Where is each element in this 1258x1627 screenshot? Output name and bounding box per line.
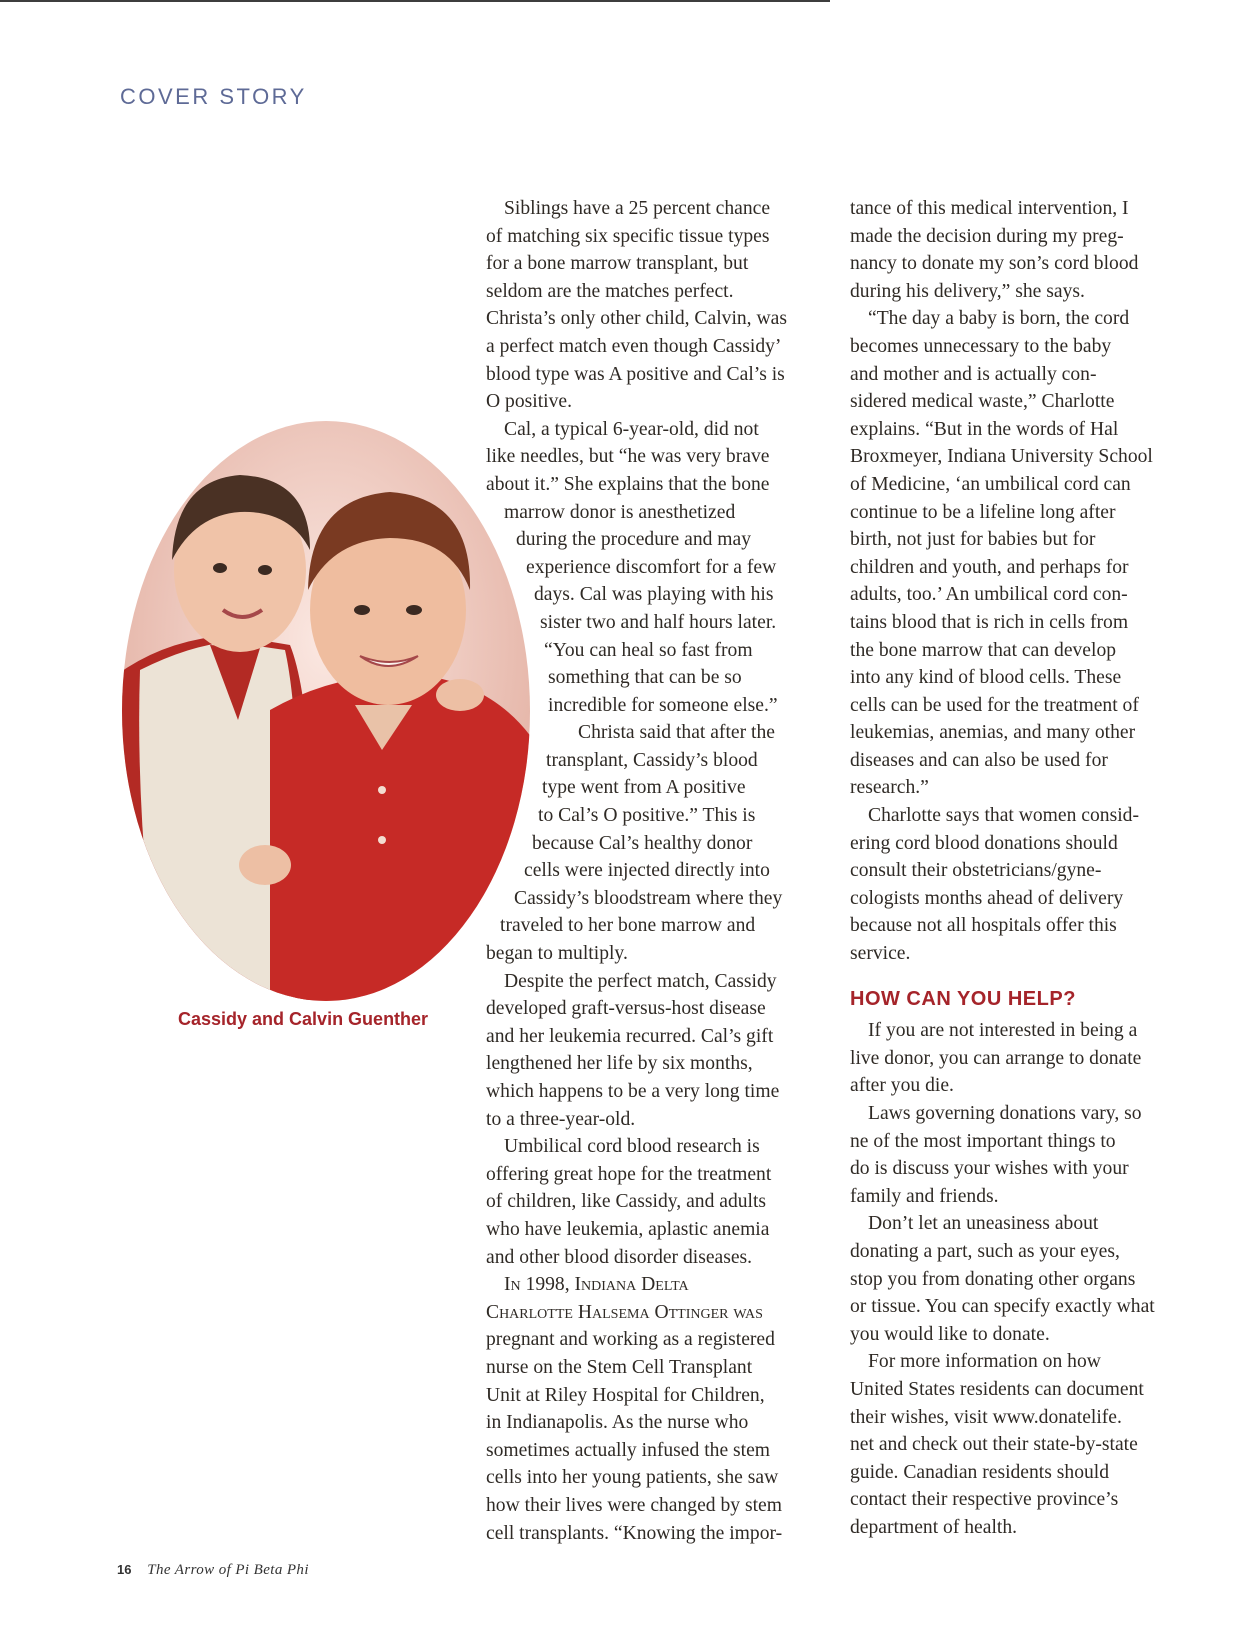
text-line: or tissue. You can specify exactly what <box>850 1296 1155 1318</box>
text-line: cologists months ahead of delivery <box>850 887 1124 909</box>
text-line: incredible for someone else.” <box>548 694 778 716</box>
text-line: donating a part, such as your eyes, <box>850 1240 1120 1262</box>
text-line: contact their respective province’s <box>850 1489 1119 1511</box>
text-line: becomes unnecessary to the baby <box>850 335 1112 357</box>
text-line: type went from A positive <box>542 777 746 799</box>
text-line: live donor, you can arrange to donate <box>850 1047 1142 1069</box>
text-line: traveled to her bone marrow and <box>500 915 756 937</box>
text-line: of matching six specific tissue types <box>486 225 770 247</box>
text-line: If you are not interested in being a <box>868 1020 1138 1042</box>
text-line: Broxmeyer, Indiana University School <box>850 446 1153 468</box>
text-line: during his delivery,” she says. <box>850 280 1085 302</box>
text-line: Umbilical cord blood research is <box>504 1136 760 1158</box>
text-line: research.” <box>850 777 929 799</box>
text-line: how their lives were changed by stem <box>486 1494 782 1516</box>
page-footer <box>117 1562 309 1579</box>
text-line: ering cord blood donations should <box>850 832 1118 854</box>
text-line: Charlotte says that women consid- <box>868 805 1139 827</box>
text-line: service. <box>850 943 911 965</box>
text-line: Siblings have a 25 percent chance <box>504 198 771 219</box>
text-line: like needles, but “he was very brave <box>486 446 770 468</box>
text-line: after you die. <box>850 1075 954 1097</box>
text-line: to Cal’s O positive.” This is <box>538 805 756 827</box>
page-number: 16 <box>117 1562 132 1577</box>
text-line: cell transplants. “Knowing the impor- <box>486 1522 783 1544</box>
text-line: stop you from donating other organs <box>850 1268 1136 1290</box>
text-line: transplant, Cassidy’s blood <box>546 749 758 771</box>
text-line: offering great hope for the treatment <box>486 1163 772 1185</box>
text-line: O positive. <box>486 391 572 413</box>
text-line: seldom are the matches perfect. <box>486 280 734 302</box>
text-line: into any kind of blood cells. These <box>850 667 1122 689</box>
text-line: the bone marrow that can develop <box>850 639 1117 661</box>
children-photo <box>120 420 532 1002</box>
text-line: during the procedure and may <box>516 529 752 551</box>
text-line: you would like to donate. <box>850 1323 1050 1345</box>
text-line: in Indianapolis. As the nurse who <box>486 1412 749 1434</box>
text-line: of children, like Cassidy, and adults <box>486 1191 767 1213</box>
text-line: marrow donor is anesthetized <box>504 501 736 523</box>
text-line: adults, too.’ An umbilical cord con- <box>850 584 1128 606</box>
text-line: about it.” She explains that the bone <box>486 473 770 495</box>
section-label: COVER STORY <box>120 84 307 109</box>
text-line: cells into her young patients, she saw <box>486 1467 779 1489</box>
text-line: explains. “But in the words of Hal <box>850 418 1119 440</box>
text-line: made the decision during my preg- <box>850 225 1124 247</box>
photo-caption: Cassidy and Calvin Guenther <box>178 1009 429 1029</box>
text-line: cells were injected directly into <box>524 860 770 882</box>
text-line: tance of this medical intervention, I <box>850 198 1129 219</box>
text-line: because Cal’s healthy donor <box>532 832 753 854</box>
text-line: ne of the most important things to <box>850 1130 1116 1152</box>
text-line: of Medicine, ‘an umbilical cord can <box>850 473 1131 495</box>
article-column-1 <box>486 195 838 1547</box>
text-line: tains blood that is rich in cells from <box>850 611 1129 633</box>
text-line: For more information on how <box>868 1351 1101 1373</box>
text-line: sister two and half hours later. <box>540 611 777 633</box>
text-line: “You can heal so fast from <box>544 639 753 661</box>
text-line: sidered medical waste,” Charlotte <box>850 391 1115 413</box>
text-line: diseases and can also be used for <box>850 749 1108 771</box>
text-line: developed graft-versus-host disease <box>486 998 766 1020</box>
text-line: and mother and is actually con- <box>850 363 1097 385</box>
text-line: In 1998, Indiana Delta <box>504 1274 689 1296</box>
text-line: and her leukemia recurred. Cal’s gift <box>486 1025 774 1047</box>
text-line: Unit at Riley Hospital for Children, <box>486 1384 765 1406</box>
text-line: Christa said that after the <box>578 722 775 744</box>
text-line: children and youth, and perhaps for <box>850 556 1129 578</box>
text-line: continue to be a lifeline long after <box>850 501 1116 523</box>
text-line: which happens to be a very long time <box>486 1081 780 1102</box>
text-line: blood type was A positive and Cal’s is <box>486 363 785 385</box>
text-line: for a bone marrow transplant, but <box>486 253 749 275</box>
text-line: began to multiply. <box>486 943 628 965</box>
text-line: days. Cal was playing with his <box>534 584 774 606</box>
text-line: United States residents can document <box>850 1378 1144 1400</box>
text-line: “The day a baby is born, the cord <box>868 308 1130 330</box>
text-line: Cassidy’s bloodstream where they <box>514 887 783 909</box>
text-line: Cal, a typical 6-year-old, did not <box>504 418 759 440</box>
text-line: department of health. <box>850 1516 1018 1538</box>
text-line: pregnant and working as a registered <box>486 1329 775 1351</box>
text-line: family and friends. <box>850 1185 999 1207</box>
text-line: Christa’s only other child, Calvin, was <box>486 308 787 330</box>
text-line: sometimes actually infused the stem <box>486 1439 771 1461</box>
text-line: Laws governing donations vary, so <box>868 1103 1142 1124</box>
text-line: because not all hospitals offer this <box>850 915 1117 937</box>
text-line: who have leukemia, aplastic anemia <box>486 1218 770 1240</box>
text-line: cells can be used for the treatment of <box>850 694 1139 716</box>
text-line: leukemias, anemias, and many other <box>850 722 1136 744</box>
text-line: lengthened her life by six months, <box>486 1053 753 1075</box>
text-line: nancy to donate my son’s cord blood <box>850 253 1139 275</box>
text-line: to a three-year-old. <box>486 1108 636 1130</box>
text-line: consult their obstetricians/gyne- <box>850 860 1102 882</box>
text-line: Don’t let an uneasiness about <box>868 1213 1099 1235</box>
text-line: Despite the perfect match, Cassidy <box>504 970 777 992</box>
text-line: something that can be so <box>548 667 742 689</box>
text-line: a perfect match even though Cassidy’ <box>486 335 782 357</box>
text-line: birth, not just for babies but for <box>850 529 1096 551</box>
article-column-2 <box>850 195 1198 1542</box>
text-line: net and check out their state-by-state <box>850 1434 1138 1456</box>
text-line: guide. Canadian residents should <box>850 1461 1110 1483</box>
top-rule <box>0 0 830 2</box>
text-line: experience discomfort for a few <box>526 556 777 578</box>
section-heading: HOW CAN YOU HELP? <box>850 987 1076 1010</box>
text-line: Charlotte Halsema Ottinger was <box>486 1301 763 1323</box>
text-line: their wishes, visit www.donatelife. <box>850 1406 1122 1428</box>
text-line: do is discuss your wishes with your <box>850 1158 1129 1180</box>
text-line: nurse on the Stem Cell Transplant <box>486 1356 753 1378</box>
publication-title: The Arrow of Pi Beta Phi <box>147 1562 309 1578</box>
text-line: and other blood disorder diseases. <box>486 1246 753 1268</box>
